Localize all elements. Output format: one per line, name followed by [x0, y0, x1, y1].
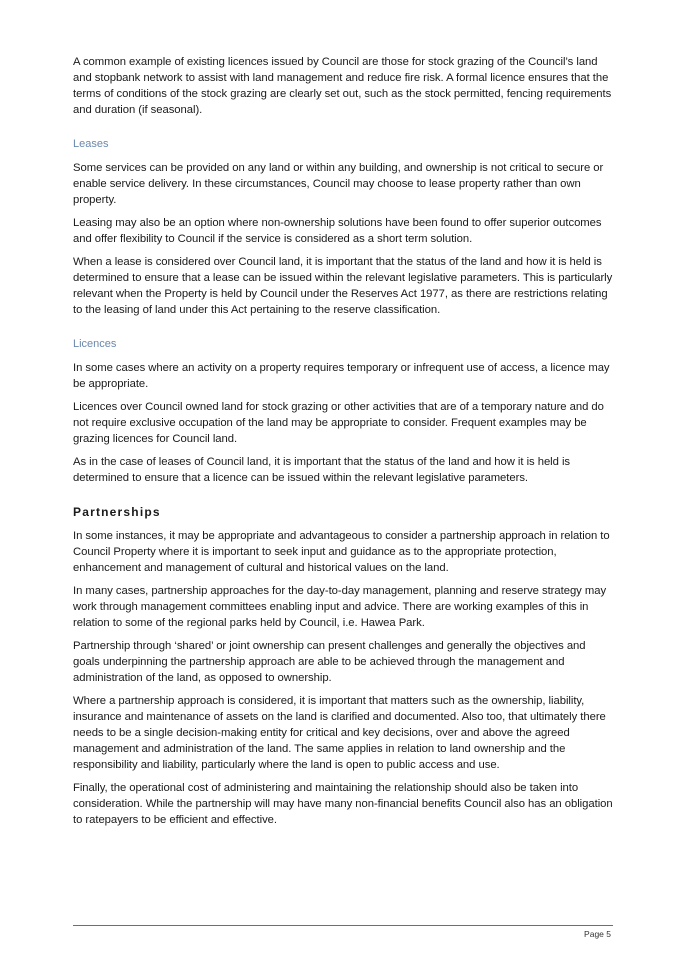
partnerships-paragraph: In many cases, partnership approaches for the day-to-day management, planning and reserve strategy may work through management committees enabling input and advice. There are working examples of this in relation to some of the regional parks held by Council, i.e. Hawea Park. — [73, 585, 607, 629]
licences-paragraph: In some cases where an activity on a property requires temporary or infrequent use of access, a licence may be appropriate. — [73, 362, 610, 390]
partnerships-paragraph: Finally, the operational cost of administering and maintaining the relationship should also be taken into consideration. While the partnership will may have many non-financial benefits Council also has an obligation to ratepayers to be efficient and effective. — [73, 782, 613, 826]
document-page — [73, 54, 613, 835]
leases-paragraph: Leasing may also be an option where non-ownership solutions have been found to offer superior outcomes and offer flexibility to Council if the service is considered as a short term solution. — [73, 217, 602, 245]
licences-heading: Licences — [73, 338, 117, 350]
licences-paragraph: As in the case of leases of Council land, it is important that the status of the land and how it is held is determined to ensure that a licence can be issued within the relevant legislative parameters. — [73, 456, 571, 484]
page-number: Page 5 — [584, 929, 611, 939]
leases-paragraph: Some services can be provided on any land or within any building, and ownership is not critical to secure or enable service delivery. In these circumstances, Council may choose to lease property rather than own property. — [73, 162, 604, 206]
licences-paragraph: Licences over Council owned land for stock grazing or other activities that are of a temporary nature and do not require exclusive occupation of the land may be appropriate to consider. Frequent examples may be grazing licences for Council land. — [73, 401, 604, 445]
partnerships-paragraph: In some instances, it may be appropriate and advantageous to consider a partnership approach in relation to Council Property where it is important to seek input and guidance as to the appropriate protection, enhancement and management of cultural and historical values on the land. — [73, 530, 610, 574]
partnerships-paragraph: Partnership through ‘shared’ or joint ownership can present challenges and generally the objectives and goals underpinning the partnership approach are able to be achieved through the management and administration of the land, as opposed to ownership. — [73, 640, 586, 684]
leases-paragraph: When a lease is considered over Council land, it is important that the status of the land and how it is held is determined to ensure that a lease can be issued within the relevant legislative parameters. This is particularly relevant when the Property is held by Council under the Reserves Act 1977, as there are restrictions relating to the leasing of land under this Act pertaining to the reserve classification. — [73, 256, 613, 316]
partnerships-paragraph: Where a partnership approach is considered, it is important that matters such as the ownership, liability, insurance and maintenance of assets on the land is clarified and documented. Also too, that ultimately there needs to be a single decision-making entity for critical and key decisions, over and above the agreed management and administration of the land. The same applies in relation to land ownership and the responsibility and liability, particularly where the land is open to public access and use. — [73, 695, 606, 771]
partnerships-heading: Partnerships — [73, 505, 161, 519]
intro-paragraph: A common example of existing licences issued by Council are those for stock grazing of the Council’s land and stopbank network to assist with land management and reduce fire risk. A formal licence ensures that the terms of conditions of the stock grazing are clearly set out, such as the stock permitted, fencing requirements and duration (if seasonal). — [73, 56, 612, 116]
footer-divider — [73, 925, 613, 926]
leases-heading: Leases — [73, 138, 109, 150]
